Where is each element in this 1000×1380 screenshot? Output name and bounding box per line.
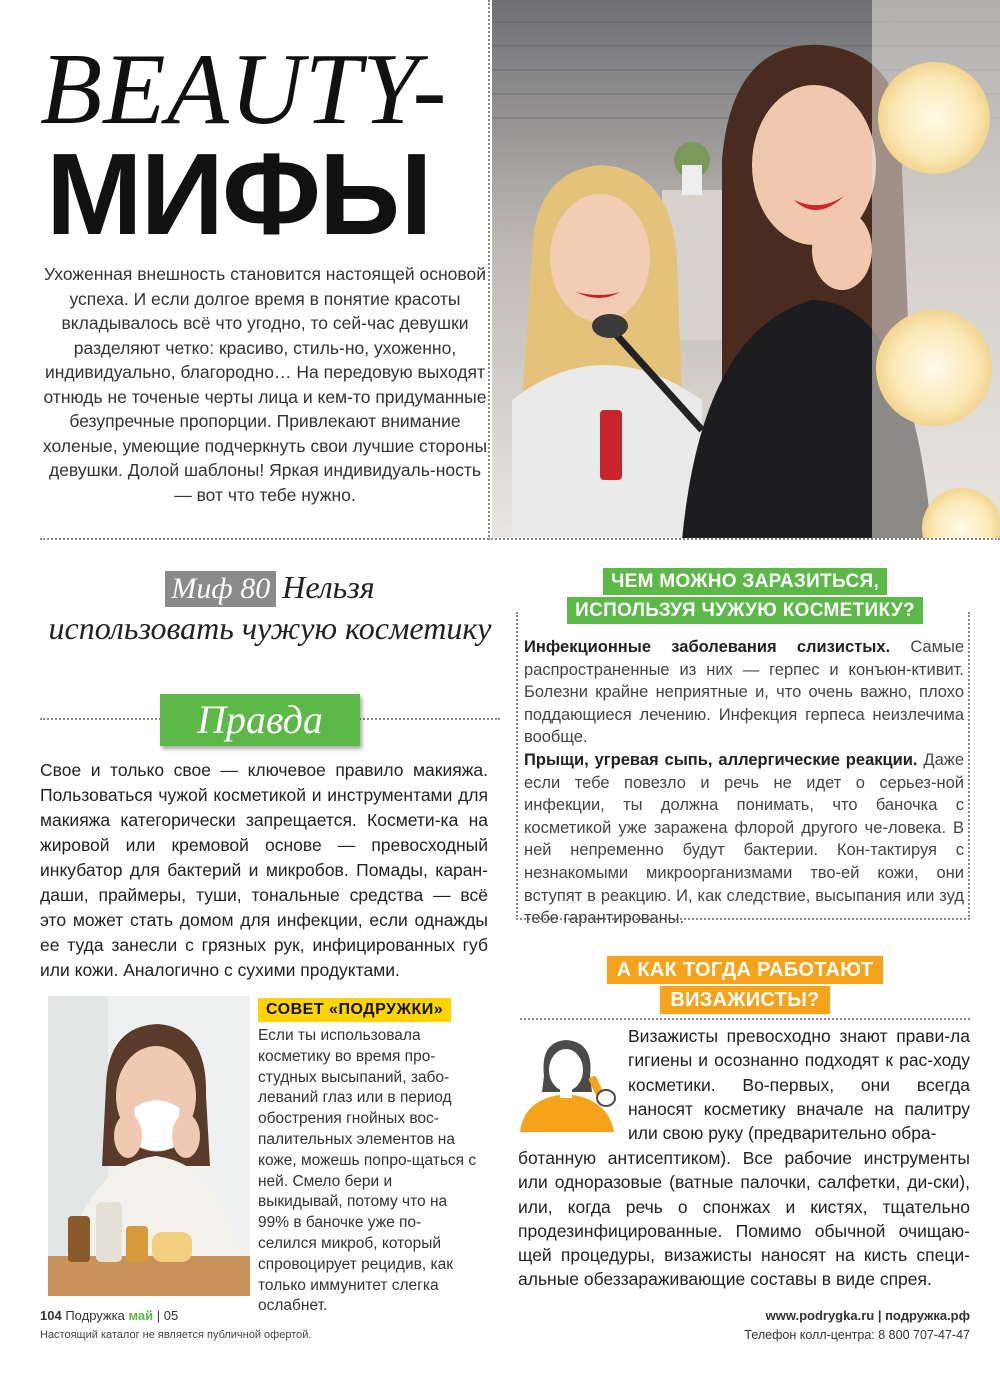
issue-month: май: [128, 1308, 154, 1323]
intro-text: Ухоженная внешность становится настоящей основой успеха. И если долгое время в понятие красоты вкладывалось всё что угодно, то сей-час девушки разделяют четко: красиво, стиль-но, ухоженно, индивидуально, благородно… На передовую выходят отнюдь не точеные черты лица и кем-то придуманные безупречные пропорции. Привлекают внимание холеные, умеющие подчеркнуть свои лучшие стороны девушки. Долой шаблоны! Яркая индивидуаль-ность — вот что тебе нужно.: [42, 264, 488, 505]
footer-sites: www.podrygka.ru | подружка.рф: [765, 1308, 970, 1323]
section1-heading-line1: ЧЕМ МОЖНО ЗАРАЗИТЬСЯ,: [603, 568, 887, 595]
section1-text: [524, 636, 964, 930]
hero-photo-women-makeup: [492, 0, 1000, 538]
section1-p2-text: Даже если тебе повезло и речь не идет о серьез-ной инфекции, ты должна понимать, что баночка с косметикой уже заражена флорой другого че-ловека. В ней непременно будут бактерии. Кон-тактируя с незнакомыми микроорганизмами тво-ей кожи, они вступят в реакцию. И, как следствие, высыпания или зуд тебе гарантированы.: [524, 750, 964, 928]
footer-page-info: 104 Подружка май | 05: [40, 1308, 179, 1323]
section2-heading-line1: А КАК ТОГДА РАБОТАЮТ: [607, 956, 883, 984]
site-link-podrygka[interactable]: www.podrygka.ru: [765, 1308, 875, 1323]
tip-heading: СОВЕТ «ПОДРУЖКИ»: [258, 998, 451, 1022]
section2-body-part1: Визажисты превосходно знают прави-ла гигиены и осознанно подходят к рас-ходу косметики. Во-первых, они всегда наносят косметику вначале на палитру или свою руку (предварительно обра-: [628, 1026, 970, 1144]
section2-body-part2: ботанную антисептиком). Все рабочие инструменты или одноразовые (ватные палочки, салфетки, ди-ски), или, когда речь о спонжах и кистях, тщательно продезинфицированные. Помимо обычной очищаю-щей процедуры, визажисты наносят на кисть специ-альные обеззараживающие составы в виде спрея.: [518, 1148, 970, 1290]
phone-label: Телефон колл-центра:: [744, 1328, 875, 1342]
footer-disclaimer: Настоящий каталог не является публичной офертой.: [40, 1329, 312, 1341]
issue-number: 05: [163, 1308, 179, 1323]
section1-p1-bold: Инфекционные заболевания слизистых.: [524, 638, 891, 656]
section1-p2-bold: Прыщи, угревая сыпь, аллергические реакции.: [524, 750, 918, 769]
myth-number-badge: Миф 80: [165, 571, 276, 607]
magazine-name: Подружка: [65, 1308, 125, 1323]
myth-body-text: Свое и только свое — ключевое правило макияжа. Пользоваться чужой косметикой и инструментами для макияжа категорически запрещается. Космети-ка на жировой или кремовой основе — превосходный инкубатор для бактерий и микробов. Помады, каран-даши, праймеры, туши, тональные средства — всё это может стать домом для инфекции, если однажды ее туда занесли с грязных рук, инфицированных губ или кожи. Аналогично с сухими продуктами.: [40, 760, 488, 980]
tip-body-text: Если ты использовала косметику во время про-студных высыпаний, забо-леваний глаз или в период обострения гнойных вос-палительных элементов на коже, можешь попро-щаться с ней. Смело бери и выкидывай, потому что на 99% в баночке уже по-селился микроб, который спровоцирует рецидив, как только иммунитет слегка ослабнет.: [258, 1027, 477, 1315]
myth-title-line1: [40, 568, 500, 607]
makeup-artist-icon: [518, 1026, 624, 1132]
title-beauty: BEAUTY-: [40, 33, 448, 146]
site-link-podruzhka-rf[interactable]: подружка.рф: [885, 1308, 970, 1323]
tip-photo-woman-tissue: [48, 996, 250, 1296]
verdict-badge: Правда: [160, 694, 360, 746]
vertical-dotted-divider: [488, 0, 490, 540]
title-myths: МИФЫ: [46, 129, 431, 259]
myth-title-first-word: Нельзя: [282, 569, 375, 605]
section2-heading-line2: ВИЗАЖИСТЫ?: [660, 986, 829, 1014]
myth-title-rest: использовать чужую косметику: [48, 610, 492, 646]
section1-p1-text: Самые распространенные из них — герпес и конъюн-ктивит. Болезни крайне неприятные и, что очень важно, плохо поддающиеся лечению. Инфекция герпеса неизлечима вообще.: [524, 638, 964, 747]
section1-heading-line2: ИСПОЛЬЗУЯ ЧУЖУЮ КОСМЕТИКУ?: [567, 597, 923, 624]
page-number: 104: [40, 1308, 62, 1323]
section2-heading: [520, 956, 970, 1016]
footer-phone: [660, 1328, 970, 1342]
phone-number: 8 800 707-47-47: [878, 1328, 970, 1342]
section2-dotted-line: [520, 1018, 970, 1020]
horizontal-dotted-divider: [40, 538, 1000, 540]
